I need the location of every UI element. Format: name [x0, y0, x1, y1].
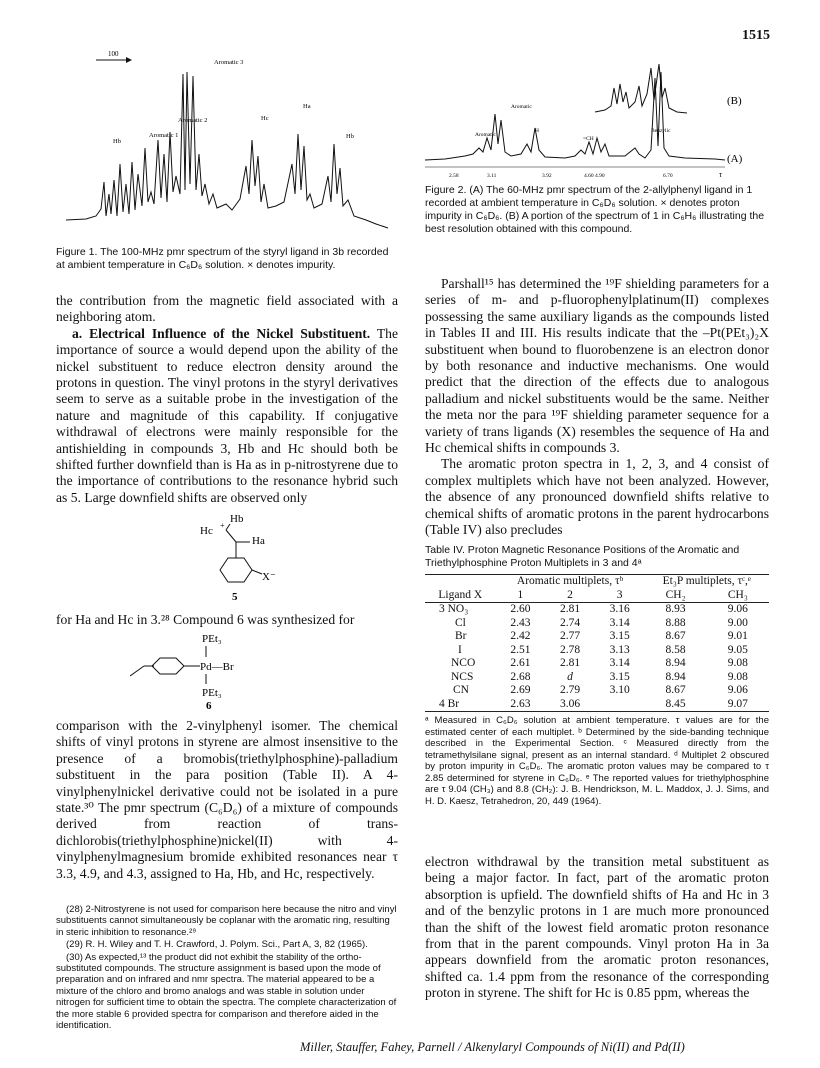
- table-col-head: 2: [545, 589, 595, 603]
- table-cell: 9.08: [727, 657, 748, 669]
- fig2-tick-3: 4.60 4.90: [584, 173, 605, 179]
- table-cell: 8.94: [665, 670, 686, 683]
- left-body-1: [56, 293, 398, 506]
- table-cell: NCS: [451, 670, 474, 683]
- table-col-head: CH₃: [707, 589, 769, 603]
- left-line-after5: for Ha and Hc in 3.²⁸ Compound 6 was synthesized for: [56, 612, 355, 627]
- fig1-label-hb-right: Hb: [346, 133, 354, 140]
- fig2-axis-unit: τ: [719, 170, 722, 179]
- table-cell: 3 NO₃: [439, 603, 469, 615]
- s5-ha: Ha: [252, 535, 265, 547]
- s5-hb: Hb: [230, 513, 244, 525]
- table-cell: 2.61: [510, 657, 531, 669]
- table-cell: 3.15: [609, 670, 630, 683]
- fig2-label-h: H: [535, 128, 539, 134]
- fig2-label-a: (A): [727, 153, 743, 165]
- table-row: [425, 698, 769, 712]
- table-cell: 2.68: [510, 670, 531, 683]
- fig2-label-ch: =CH: [583, 136, 594, 142]
- table-cell: 2.63: [496, 698, 546, 712]
- page-number: 1515: [742, 28, 770, 43]
- table-cell: 9.06: [727, 684, 748, 696]
- table-row: [425, 617, 769, 631]
- table-cell: 2.78: [559, 643, 581, 656]
- table-row: [425, 644, 769, 658]
- s5-bond-5: [252, 570, 262, 574]
- table-cell: 9.05: [727, 643, 748, 656]
- table-row: [425, 671, 769, 685]
- footnote-29: (29) R. H. Wiley and T. H. Crawford, J. Polym. Sci., Part A, 3, 82 (1965).: [66, 939, 368, 951]
- table-col-head: 1: [496, 589, 546, 603]
- table-cell: 2.51: [510, 643, 531, 656]
- fig2-tick-1: 3.11: [487, 173, 497, 179]
- table-cell: 3.14: [609, 657, 630, 669]
- section-heading-a: a. Electrical Influence of the Nickel Substituent.: [72, 325, 371, 341]
- fig2-tick-2: 3.92: [542, 173, 552, 179]
- figure-1-caption: Figure 1. The 100-MHz pmr spectrum of the styryl ligand in 3b recorded at ambient temperature in C₆D₆ solution. × denotes impurity.: [56, 246, 389, 271]
- table-cell: Cl: [455, 616, 466, 629]
- table-cell: 9.07: [707, 698, 769, 712]
- table-cell: 2.42: [510, 630, 531, 642]
- table-cell: 3.16: [609, 603, 630, 615]
- table-cell: 8.93: [665, 603, 686, 615]
- fig2-label-aromatic-a: Aromatic: [475, 132, 496, 138]
- table-cell: d: [567, 670, 573, 683]
- fig1-label-aromatic1: Aromatic 1: [149, 132, 179, 139]
- table-group-aromatic: Aromatic multiplets, τᵇ: [496, 575, 645, 589]
- fig2-trace-a: [425, 72, 725, 160]
- s6-pet3-bot: PEt₃: [202, 687, 222, 699]
- table-row: [425, 657, 769, 671]
- figure-2-caption: Figure 2. (A) The 60-MHz pmr spectrum of the 2-allylphenyl ligand in 1 recorded at ambient temperature in C₆D₆ solution. × denotes proton impurity in C₆D₆. (B) A portion of the spectrum of 1 in C₆H₆ illustrating the best resolution obtained with this compound.: [425, 184, 765, 235]
- structure-6-drawing: [130, 630, 290, 710]
- s6-pd: Pd—Br: [200, 661, 234, 673]
- s6-pet3-top: PEt₃: [202, 633, 222, 645]
- table-cell: 8.67: [665, 684, 686, 696]
- table-cell: 8.67: [665, 630, 686, 642]
- s6-ring: [152, 658, 184, 674]
- fig1-arrow-label: 100: [108, 50, 119, 58]
- table-cell: 3.15: [609, 630, 630, 642]
- table-cell: 2.81: [559, 603, 581, 615]
- left-para-1: the contribution from the magnetic field associated with a neighboring atom.: [56, 293, 398, 325]
- s5-bond-1: [226, 524, 230, 530]
- structure-5-drawing: [192, 508, 302, 604]
- table-cell: 9.00: [727, 616, 748, 629]
- left-para-3: comparison with the 2-vinylphenyl isomer. The chemical shifts of vinyl protons in styrene are almost insensitive to the presence of a bromobis(triethylphosphine)-palladium substituent in the para position (Table II). A 4-vinylphenylnickel derivative could not be isolated in a pure state.³⁰ The pmr spectrum (C₆D₆) of a mixture of compounds derived from reaction of trans-dichlorobis(triethylphosphine)nickel(II) with 4-vinylphenylmagnesium bromide exhibited resonances near τ 3.3, 4.9, and 4.3, assigned to Ha, Hb, and Hc, respectively.: [56, 718, 398, 881]
- structure-6: [130, 630, 290, 710]
- table-4-notes: ᵃ Measured in C₆D₆ solution at ambient temperature. τ values are for the estimated center of each multiplet. ᵇ Determined by the side-banding technique described in the Experimental Section. ᶜ Measured directly from the tetramethylsilane signal, present as an internal standard. ᵈ Multiplet 2 obscured by proton impurity in C₆D₆. The aromatic proton values may be compared to τ 2.85 determined for styrene in C₆D₆. ᵉ The reported values for triethylphosphine are τ 9.04 (CH₃) and 8.8 (CH₂): J. B. Hendrickson, M. L. Maddox, J. J. Sims, and H. D. Kaesz, Tetrahedron, 20, 449 (1964).: [425, 715, 769, 807]
- table-cell: 8.88: [665, 616, 686, 629]
- table-cell: 2.77: [559, 630, 581, 642]
- fig1-label-aromatic2: Aromatic 2: [178, 117, 208, 124]
- table-cell: 9.08: [727, 670, 748, 683]
- figure-1-spectrum: [56, 44, 401, 242]
- table-4: [425, 544, 769, 807]
- table-cell: NCO: [451, 657, 476, 669]
- table-cell: 3.06: [545, 698, 595, 712]
- table-cell: 3.13: [609, 643, 630, 656]
- table-group-et3p: Et₃P multiplets, τᶜ,ᵉ: [644, 575, 769, 589]
- figure-2: [425, 58, 770, 180]
- table-4-title: Table IV. Proton Magnetic Resonance Positions of the Aromatic and Triethylphosphine Proton Multiplets in 3 and 4ᵃ: [425, 544, 740, 569]
- s5-ring: [220, 558, 252, 582]
- table-cell: 2.79: [559, 684, 581, 696]
- left-para-2: The importance of source a would depend upon the ability of the nickel substituent to reduce electron density around the protons in question. The vinyl protons in the styryl derivatives seem to serve as a suitable probe in the investigation of the nature and magnitude of this capability. If conjugative withdrawal of electrons were mainly responsible for the antishielding in compounds 3, Hb and Hc should both be shifted further downfield than is Ha as in p-nitrostyrene due to the importance of contributions to the resonance hybrid such as 5. Large downfield shifts are observed only: [56, 325, 398, 505]
- fig2-tick-0: 2.58: [449, 173, 459, 179]
- footnote-28: (28) 2-Nitrostyrene is not used for comparison here because the nitro and vinyl substituents cannot simultaneously be coplanar with the aromatic ring, resulting in steric inhibition to resonance.²⁹: [56, 904, 397, 938]
- table-cell: 2.74: [559, 616, 581, 629]
- table-col-head: Ligand X: [425, 589, 496, 603]
- s6-label: 6: [206, 700, 212, 710]
- fig2-label-aromatic-b: Aromatic: [511, 104, 532, 110]
- s5-plus: +: [220, 521, 225, 530]
- s5-x: X⁻: [262, 571, 276, 583]
- structure-5: [192, 508, 302, 604]
- table-cell: 8.45: [644, 698, 706, 712]
- fig1-trace: [66, 72, 388, 228]
- table-cell: [595, 698, 645, 712]
- s5-bond-2: [226, 530, 236, 542]
- fig1-label-hb-left: Hb: [113, 138, 121, 145]
- table-cell: 2.43: [510, 616, 531, 629]
- table-cell: 8.94: [665, 657, 686, 669]
- footnote-30: (30) As expected,¹³ the product did not exhibit the stability of the ortho-substituted compounds. The structure assignment is based upon the mode of preparation and on infrared and nmr spectra. The material appeared to be a mixture of the chloro and bromo analogs and was stable in solution under nitrogen for sufficient time to obtain the spectra. The complete characterization of the more stable 6 provided spectra for comparison and therefore aided in the identification.: [56, 951, 397, 1032]
- running-footer: Miller, Stauffer, Fahey, Parnell / Alkenylaryl Compounds of Ni(II) and Pd(II): [300, 1040, 685, 1054]
- table-col-head: CH₂: [644, 589, 706, 603]
- table-cell: 9.01: [727, 630, 748, 642]
- s6-vinyl-1: [130, 666, 144, 676]
- fig2-label-benzylic: Benzylic: [651, 128, 671, 134]
- table-cell: 4 Br: [425, 698, 496, 712]
- figure-1: [56, 44, 401, 242]
- table-cell: 2.81: [559, 657, 581, 669]
- table-cell: Br: [455, 630, 467, 642]
- table-cell: 8.58: [665, 643, 686, 656]
- table-row: [425, 603, 769, 617]
- footnotes: [56, 904, 398, 1032]
- right-para-1: Parshall¹⁵ has determined the ¹⁹F shielding parameters for a series of m- and p-fluorophenylplatinum(II) complexes possessing the same auxiliary ligands as the compounds listed in Tables II and III. His results indicate that the –Pt(PEt₃)₂X substituent when bound to fluorobenzene is an electron donor by both resonance and inductive mechanisms. One would predict that the direction of the effects due to analogous palladium and nickel substituents would be the same. Neither the meta nor the para ¹⁹F shielding parameter sequence for a variety of trans ligands (X) resembles the sequence of Ha and Hc chemical shifts in compounds 3.: [425, 276, 769, 456]
- table-col-head: 3: [595, 589, 645, 603]
- table-cell: 9.06: [727, 603, 748, 615]
- table-head-empty: [425, 575, 496, 589]
- table-cell: 3.10: [609, 684, 630, 696]
- table-cell: 3.14: [609, 616, 630, 629]
- figure-2-spectrum: [425, 58, 770, 180]
- table-cell: I: [458, 643, 462, 656]
- fig1-arrow-head: [126, 57, 132, 63]
- table-cell: 2.69: [510, 684, 531, 696]
- fig2-tick-4: 6.70: [663, 173, 673, 179]
- table-4-grid: [425, 574, 769, 712]
- table-cell: CN: [453, 684, 469, 696]
- right-para-3: electron withdrawal by the transition metal substituent as being a major factor. In fact, part of the aromatic proton absorption is upfield. The downfield shifts of Ha and Hc in 3 and of the benzylic protons in 1 are much more pronounced than the shift of the lowest field aromatic proton resonance from that in the parent compounds. Vinyl proton Ha in 3a appears downfield from the aromatic proton resonances, shifted ca. 1.4 ppm from the resonance of the corresponding proton in styrene. The shift for Hc is 0.85 ppm, whereas the: [425, 854, 769, 1001]
- fig2-trace-b: [595, 64, 687, 113]
- s5-hc: Hc: [200, 525, 213, 537]
- s5-label: 5: [232, 591, 238, 603]
- table-row: [425, 630, 769, 644]
- table-row: [425, 684, 769, 698]
- fig1-label-aromatic3: Aromatic 3: [214, 59, 244, 66]
- fig1-label-hc: Hc: [261, 115, 269, 122]
- right-para-2: The aromatic proton spectra in 1, 2, 3, and 4 consist of complex multiplets which have not been analyzed. However, the absence of any pronounced downfield shifts relative to chemical shifts of aromatic protons in the parent hydrocarbons (Table IV) also precludes: [425, 456, 769, 538]
- right-body-1: [425, 276, 769, 539]
- fig1-label-ha: Ha: [303, 103, 311, 110]
- fig2-label-b: (B): [727, 95, 742, 107]
- table-cell: 2.60: [510, 603, 531, 615]
